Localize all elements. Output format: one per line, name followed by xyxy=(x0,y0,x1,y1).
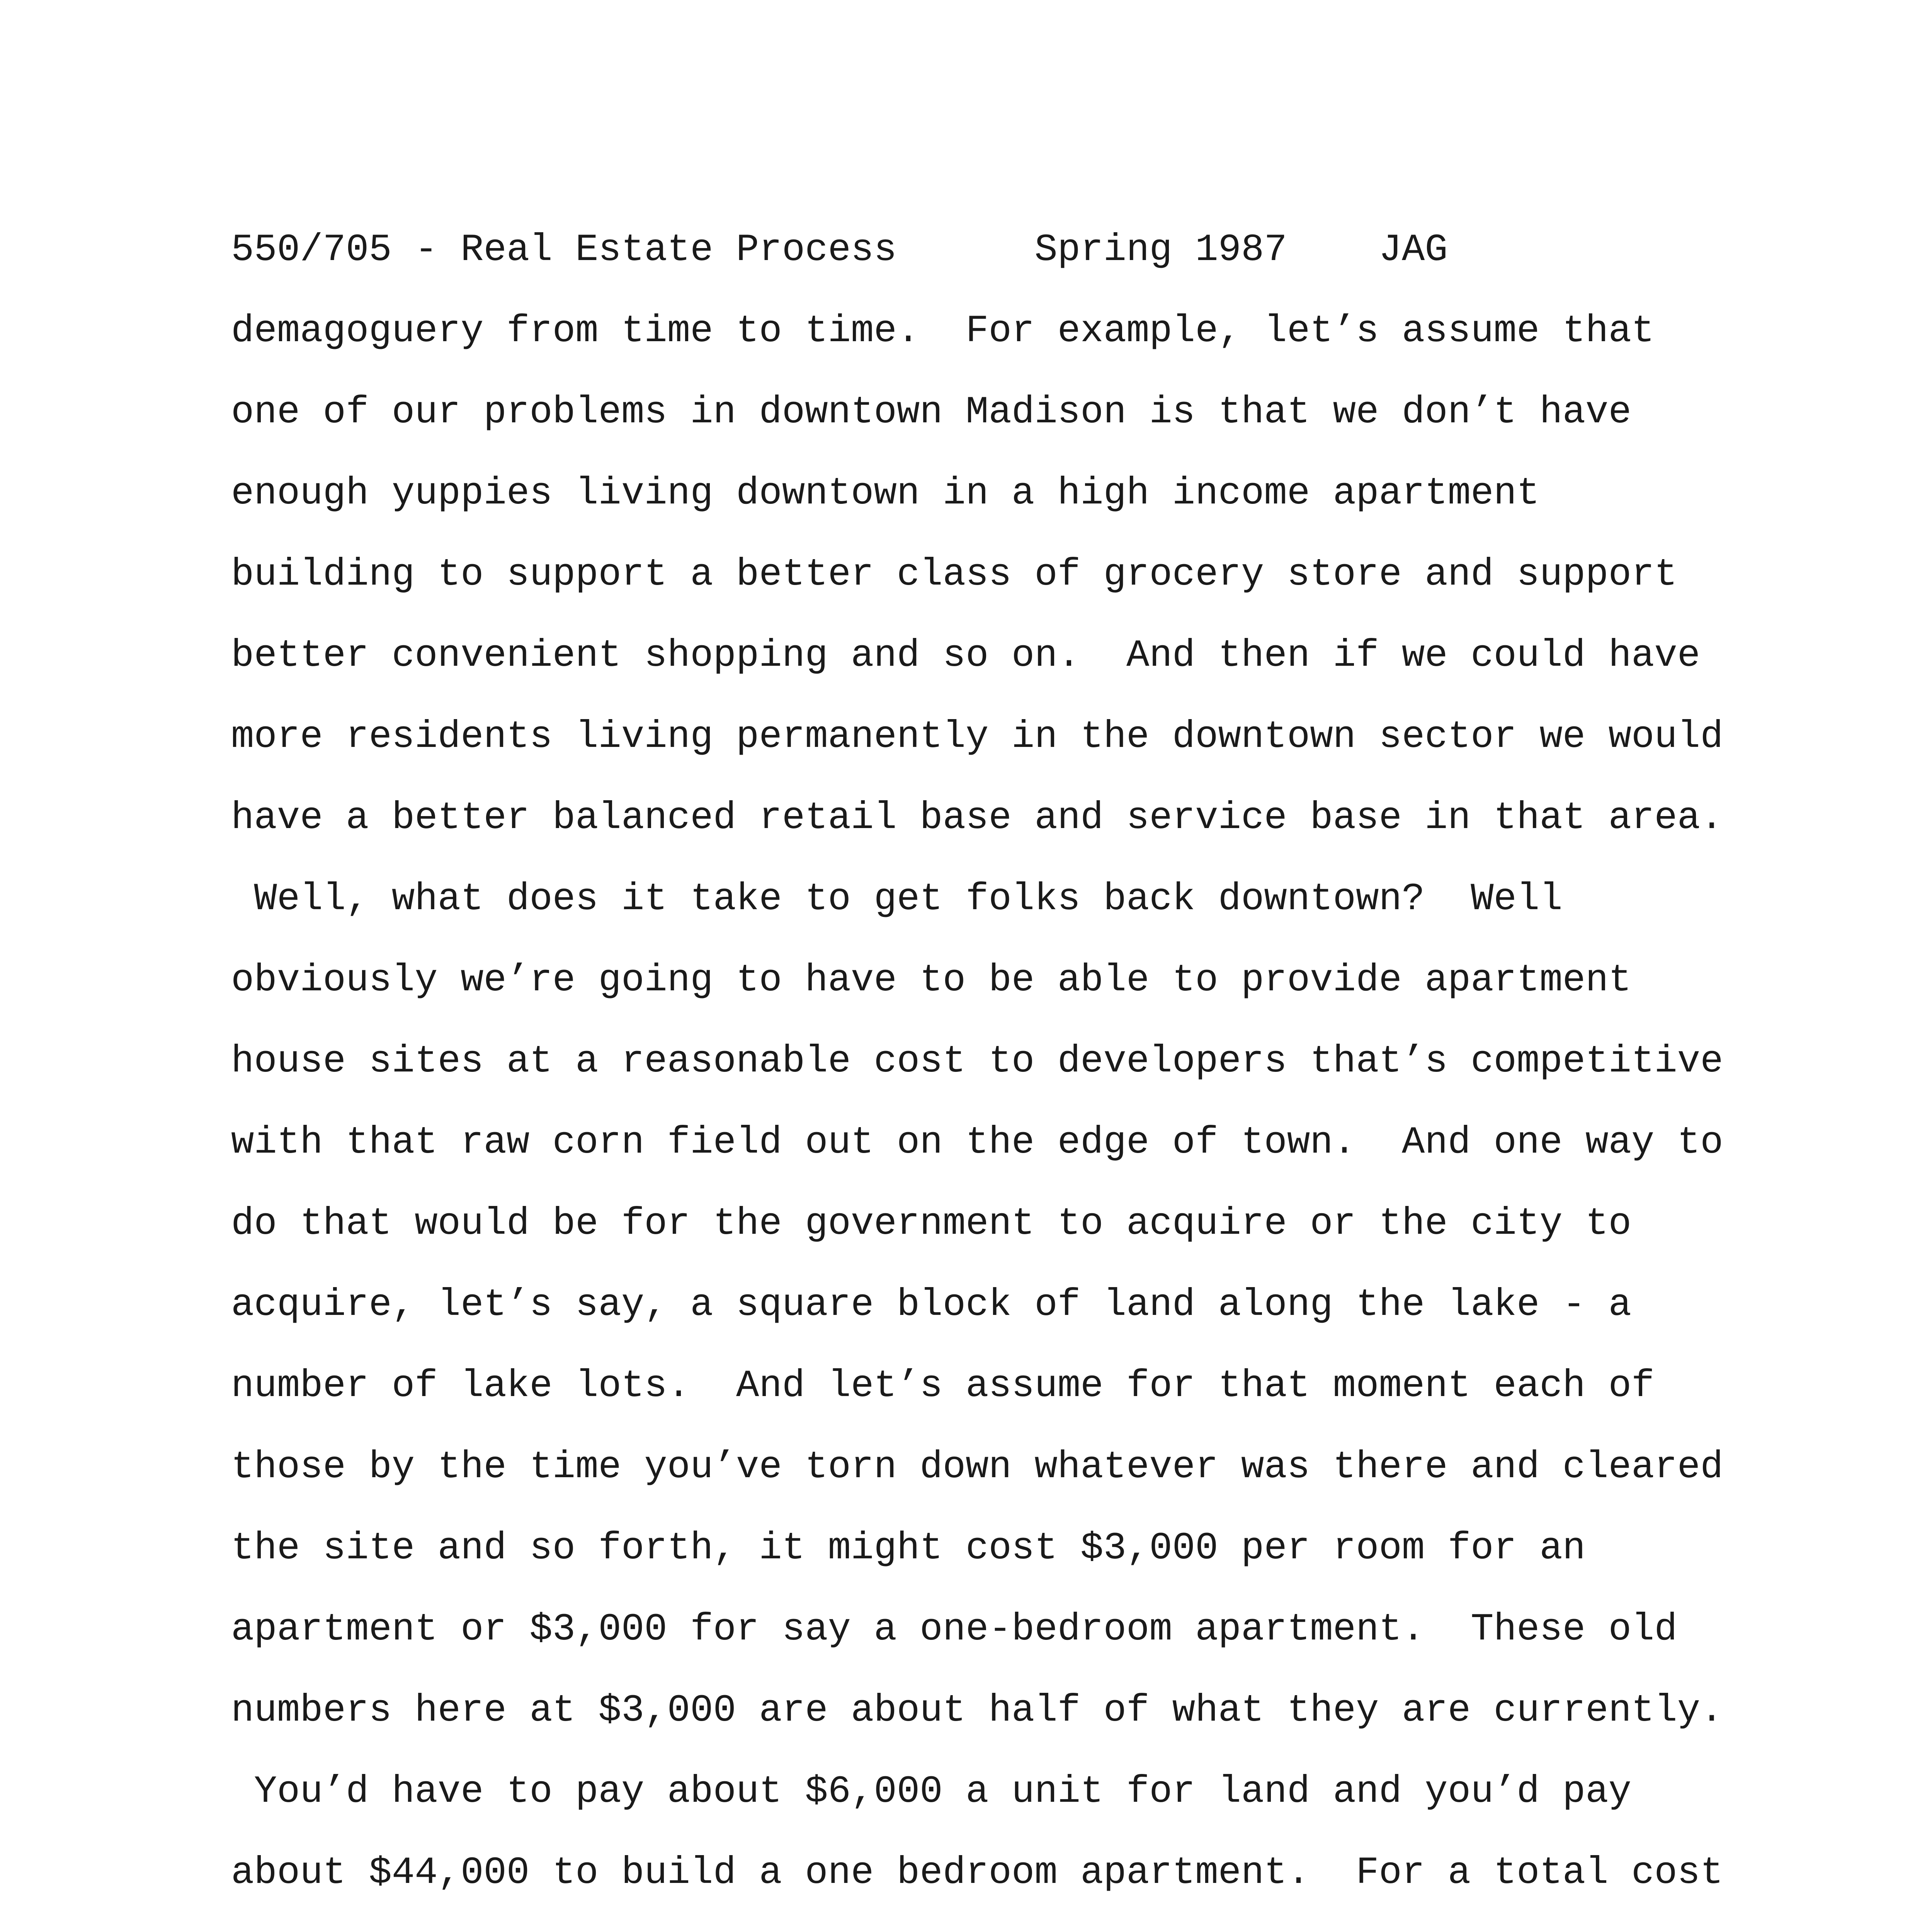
body-line: acquire, let’s say, a square block of land along the lake - a xyxy=(231,1283,1631,1327)
page-header xyxy=(231,228,1448,272)
body-line: Well, what does it take to get folks back downtown? Well xyxy=(231,878,1563,921)
body-line: demagoguery from time to time. For example, let’s assume that xyxy=(231,310,1655,353)
body-line: do that would be for the government to acquire or the city to xyxy=(231,1202,1631,1245)
body-line: You’d have to pay about $6,000 a unit for land and you’d pay xyxy=(231,1770,1631,1813)
body-line: better convenient shopping and so on. And then if we could have xyxy=(231,634,1701,677)
body-line: enough yuppies living downtown in a high income apartment xyxy=(231,472,1540,515)
header-course: 550/705 - Real Estate Process xyxy=(231,228,897,272)
body-line: number of lake lots. And let’s assume for that moment each of xyxy=(231,1364,1655,1408)
body-line: house sites at a reasonable cost to developers that’s competitive xyxy=(231,1040,1723,1083)
body-line: about $44,000 to build a one bedroom apartment. For a total cost xyxy=(231,1851,1723,1895)
body-line: the site and so forth, it might cost $3,000 per room for an xyxy=(231,1527,1586,1570)
header-initials: JAG xyxy=(1379,228,1448,272)
body-line: more residents living permanently in the downtown sector we would xyxy=(231,715,1723,759)
body-line: apartment or $3,000 for say a one-bedroom apartment. These old xyxy=(231,1608,1677,1651)
body-line: have a better balanced retail base and service base in that area. xyxy=(231,796,1723,840)
body-line: numbers here at $3,000 are about half of what they are currently. xyxy=(231,1689,1723,1732)
body-line: those by the time you’ve torn down whatever was there and cleared xyxy=(231,1446,1723,1489)
header-term: Spring 1987 xyxy=(1034,228,1287,272)
body-line: one of our problems in downtown Madison is that we don’t have xyxy=(231,391,1631,434)
body-line: with that raw corn field out on the edge of town. And one way to xyxy=(231,1121,1723,1164)
body-line: building to support a better class of grocery store and support xyxy=(231,553,1677,596)
body-line: obviously we’re going to have to be able to provide apartment xyxy=(231,959,1631,1002)
